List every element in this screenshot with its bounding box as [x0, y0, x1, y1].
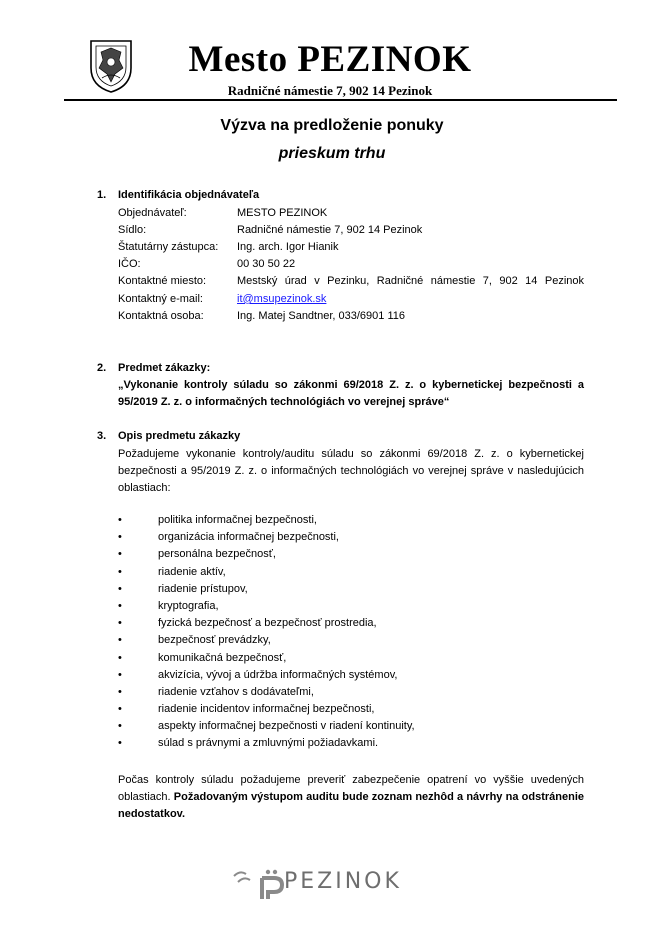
bullet-icon: • [118, 737, 122, 750]
ico-label: IČO: [118, 258, 141, 270]
document-title: Výzva na predloženie ponuky [220, 117, 444, 134]
list-item-text: politika informačnej bezpečnosti, [158, 514, 317, 526]
town-crest-icon [88, 38, 134, 94]
section-2-number: 2. [97, 362, 107, 374]
list-item-text: bezpečnosť prevádzky, [158, 634, 271, 647]
closing-text: Počas kontroly súladu požadujeme preveriť zabezpečenie opatrení vo vyššie uvedených oblastiach. [118, 774, 584, 803]
bullet-icon: • [118, 617, 122, 630]
bullet-icon: • [118, 668, 122, 681]
contact-place-label: Kontaktné miesto: [118, 275, 207, 287]
bullet-icon: • [118, 582, 122, 595]
list-item-text: fyzická bezpečnosť a bezpečnosť prostredia, [158, 617, 377, 630]
document-subtitle: prieskum trhu [278, 145, 386, 162]
section-3-title: Opis predmetu zákazky [118, 430, 241, 442]
section-1-title: Identifikácia objednávateľa [118, 189, 260, 201]
bullet-icon: • [118, 651, 122, 664]
bullet-icon: • [118, 720, 122, 733]
list-item-text: súlad s právnymi a zmluvnými požiadavkami. [158, 737, 379, 750]
footer-logo-text: PEZINOK [284, 869, 402, 894]
bullet-icon: • [118, 531, 122, 544]
bullet-icon: • [118, 634, 122, 647]
statutory-value: Ing. arch. Igor Hianik [237, 241, 339, 253]
list-item-text: riadenie vzťahov s dodávateľmi, [158, 685, 314, 698]
bullet-icon: • [118, 703, 122, 716]
list-item-text: komunikačná bezpečnosť, [158, 651, 287, 664]
list-item-text: aspekty informačnej bezpečnosti v riadení kontinuity, [158, 720, 415, 733]
ico-value: 00 30 50 22 [237, 258, 296, 270]
contact-place-value: Mestský úrad v Pezinku, Radničné námestie 7, 902 14 Pezinok [237, 275, 584, 287]
bullet-icon: • [118, 599, 122, 612]
contract-subject-text: „Vykonanie kontroly súladu so zákonmi 69/2018 Z. z. o kybernetickej bezpečnosti a 95/2019 Z. z. o informačných technológiách vo verejnej správe“ [118, 379, 584, 408]
orderer-value: MESTO PEZINOK [237, 207, 328, 219]
statutory-label: Štatutárny zástupca: [118, 241, 219, 253]
bullet-icon: • [118, 514, 122, 526]
list-item-text: organizácia informačnej bezpečnosti, [158, 531, 339, 544]
list-item-text: riadenie aktív, [158, 565, 226, 578]
section-3-number: 3. [97, 430, 107, 442]
contact-person-value: Ing. Matej Sandtner, 033/6901 116 [237, 310, 405, 322]
bullet-icon: • [118, 548, 122, 561]
section-2-title: Predmet zákazky: [118, 362, 211, 374]
closing-bold-text: Požadovaným výstupom auditu bude zoznam nezhôd a návrhy na odstránenie nedostatkov. [118, 791, 584, 820]
orderer-label: Objednávateľ: [118, 207, 187, 219]
list-item-text: riadenie prístupov, [158, 582, 248, 595]
section-1-number: 1. [97, 189, 107, 201]
bullet-icon: • [118, 685, 122, 698]
description-intro: Požadujeme vykonanie kontroly/auditu súladu so zákonmi 69/2018 Z. z. o kybernetickej bezpečnosti a 95/2019 Z. z. o informačných technológiách vo verejnej správe v nasledujúcich oblastiach: [118, 448, 584, 494]
town-title: Mesto PEZINOK [188, 39, 472, 80]
contact-email-label: Kontaktný e-mail: [118, 293, 203, 305]
town-address: Radničné námestie 7, 902 14 Pezinok [227, 83, 433, 98]
header-divider [64, 99, 617, 101]
seat-value: Radničné námestie 7, 902 14 Pezinok [237, 224, 423, 236]
list-item-text: akvizícia, vývoj a údržba informačných systémov, [158, 668, 398, 681]
contact-person-label: Kontaktná osoba: [118, 310, 204, 322]
bullet-icon: • [118, 565, 122, 578]
closing-paragraph [118, 772, 584, 823]
list-item-text: kryptografia, [158, 599, 219, 612]
list-item-text: personálna bezpečnosť, [158, 548, 276, 561]
list-item-text: riadenie incidentov informačnej bezpečnosti, [158, 703, 375, 716]
seat-label: Sídlo: [118, 224, 147, 236]
contact-email-link[interactable]: it@msupezinok.sk [237, 293, 327, 305]
